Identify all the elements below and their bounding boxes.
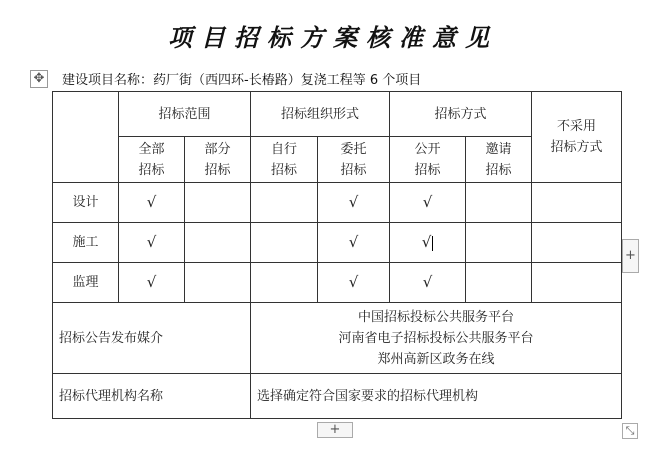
media-item: 郑州高新区政务在线 xyxy=(377,351,495,367)
cell-supervision-self[interactable] xyxy=(251,263,318,303)
bidding-plan-table xyxy=(52,91,622,419)
cell-supervision-invited[interactable] xyxy=(466,263,532,303)
subheader-entrusted: 委托 招标 xyxy=(318,137,390,183)
subheader-full: 全部 招标 xyxy=(119,137,185,183)
text-cursor xyxy=(432,236,433,251)
document-title: 项目招标方案核准意见 xyxy=(168,23,498,52)
cell-construction-self[interactable] xyxy=(251,223,318,263)
cell-design-open[interactable]: √ xyxy=(390,183,466,223)
construction-open-mark: √ xyxy=(421,233,432,251)
media-item: 中国招标投标公共服务平台 xyxy=(358,309,515,325)
header-method: 招标方式 xyxy=(390,92,532,137)
corner-cell xyxy=(53,92,119,183)
cell-design-invited[interactable] xyxy=(466,183,532,223)
project-name: 药厂街（西四环-长椿路）复浇工程等 6 个项目 xyxy=(153,73,422,88)
cell-construction-full[interactable]: √ xyxy=(119,223,185,263)
media-item: 河南省电子招标投标公共服务平台 xyxy=(338,330,534,346)
header-not-adopted-line-2: 招标方式 xyxy=(550,140,603,155)
header-not-adopted xyxy=(532,92,622,183)
row-label-construction: 施工 xyxy=(53,223,119,263)
cell-construction-entrusted[interactable]: √ xyxy=(318,223,390,263)
row-label-design: 设计 xyxy=(53,183,119,223)
project-name-line xyxy=(62,69,421,88)
media-label: 招标公告发布媒介 xyxy=(53,303,251,374)
cell-design-not-adopted[interactable] xyxy=(532,183,622,223)
cell-construction-partial[interactable] xyxy=(185,223,251,263)
cell-design-partial[interactable] xyxy=(185,183,251,223)
header-scope: 招标范围 xyxy=(119,92,251,137)
table-resize-handle-icon[interactable]: ⤡ xyxy=(622,423,638,439)
cell-construction-not-adopted[interactable] xyxy=(532,223,622,263)
add-column-button[interactable]: + xyxy=(622,239,639,273)
table-move-handle-icon[interactable]: ✥ xyxy=(30,70,48,88)
cell-design-entrusted[interactable]: √ xyxy=(318,183,390,223)
subheader-invited: 邀请 招标 xyxy=(466,137,532,183)
cell-supervision-not-adopted[interactable] xyxy=(532,263,622,303)
media-list[interactable] xyxy=(251,303,622,374)
header-not-adopted-line-1: 不采用 xyxy=(557,119,597,134)
cell-supervision-full[interactable]: √ xyxy=(119,263,185,303)
table-row xyxy=(53,263,622,303)
cell-design-self[interactable] xyxy=(251,183,318,223)
cell-supervision-partial[interactable] xyxy=(185,263,251,303)
subheader-partial: 部分 招标 xyxy=(185,137,251,183)
cell-construction-open[interactable] xyxy=(390,223,466,263)
subheader-open: 公开 招标 xyxy=(390,137,466,183)
subheader-self: 自行 招标 xyxy=(251,137,318,183)
header-organization: 招标组织形式 xyxy=(251,92,390,137)
agency-value[interactable]: 选择确定符合国家要求的招标代理机构 xyxy=(251,374,622,419)
add-row-button[interactable]: + xyxy=(317,422,353,438)
row-label-supervision: 监理 xyxy=(53,263,119,303)
cell-design-full[interactable]: √ xyxy=(119,183,185,223)
cell-construction-invited[interactable] xyxy=(466,223,532,263)
cell-supervision-entrusted[interactable]: √ xyxy=(318,263,390,303)
table-row xyxy=(53,183,622,223)
agency-label: 招标代理机构名称 xyxy=(53,374,251,419)
cell-supervision-open[interactable]: √ xyxy=(390,263,466,303)
project-label: 建设项目名称： xyxy=(62,73,154,88)
table-row xyxy=(53,223,622,263)
